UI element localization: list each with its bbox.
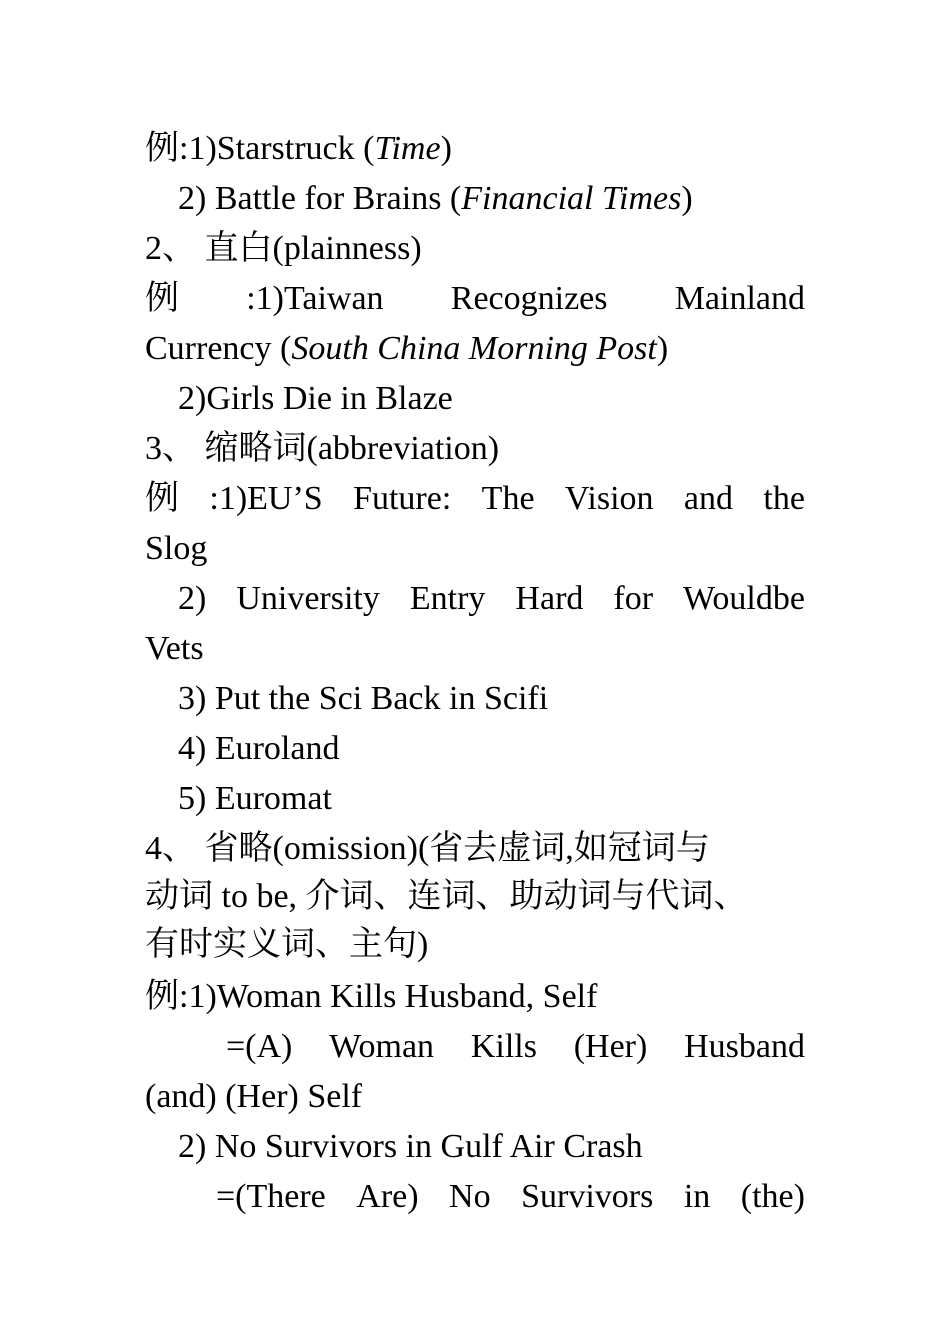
word: for: [613, 580, 654, 617]
text-segment: ): [656, 330, 669, 367]
section-heading: 4、 省略(omission)(省去虚词,如冠词与: [145, 830, 710, 867]
example-line: 5) Euromat: [178, 780, 332, 817]
section-description: 有时实义词、主句): [145, 926, 429, 963]
example-line: 2) No Survivors in Gulf Air Crash: [178, 1128, 643, 1165]
word: the: [763, 480, 805, 517]
word: =(There: [216, 1178, 326, 1215]
word: Woman: [329, 1028, 435, 1065]
text-segment: ): [440, 130, 452, 167]
word: :1)Taiwan: [246, 280, 384, 317]
example-line: [145, 274, 805, 324]
example-line: 3) Put the Sci Back in Scifi: [178, 680, 549, 717]
word: 例: [145, 280, 179, 317]
word: =(A): [226, 1028, 293, 1065]
text-segment: ): [681, 180, 693, 217]
publication-name: Time: [374, 130, 441, 167]
word: Mainland: [674, 280, 805, 317]
example-line: [216, 1172, 805, 1222]
word: Are): [356, 1178, 419, 1215]
example-line: [178, 574, 805, 624]
word: Husband: [684, 1028, 805, 1065]
word: Entry: [409, 580, 486, 617]
word: Recognizes: [450, 280, 608, 317]
example-line: (and) (Her) Self: [145, 1078, 363, 1115]
word: University: [236, 580, 380, 617]
word: Wouldbe: [683, 580, 805, 617]
word: Vision: [564, 480, 654, 517]
text-segment: 2) Battle for Brains (: [178, 180, 462, 217]
section-heading: 3、 缩略词(abbreviation): [145, 430, 500, 467]
example-line: Vets: [145, 630, 204, 667]
text-segment: 例:1)Starstruck (: [145, 130, 375, 167]
word: Hard: [515, 580, 584, 617]
word: The: [481, 480, 535, 517]
word: (the): [740, 1178, 805, 1215]
word: Survivors: [521, 1178, 654, 1215]
publication-name: South China Morning Post: [291, 330, 657, 367]
word: and: [683, 480, 734, 517]
example-line: [226, 1022, 805, 1072]
section-heading: 2、 直白(plainness): [145, 230, 422, 267]
word: 2): [178, 580, 207, 617]
word: No: [449, 1178, 491, 1215]
example-line: [145, 324, 805, 374]
word: 例: [145, 480, 179, 517]
word: :1)EU’S: [209, 480, 323, 517]
example-line: 2)Girls Die in Blaze: [178, 380, 453, 417]
publication-name: Financial Times: [461, 180, 682, 217]
example-line: [145, 474, 805, 524]
example-line: 4) Euroland: [178, 730, 340, 767]
text-segment: Currency (: [145, 330, 292, 367]
example-line: [145, 124, 805, 174]
example-line: 例:1)Woman Kills Husband, Self: [145, 978, 598, 1015]
word: (Her): [573, 1028, 648, 1065]
example-line: Slog: [145, 530, 208, 567]
word: in: [683, 1178, 711, 1215]
section-description: 动词 to be, 介词、连词、助动词与代词、: [145, 878, 748, 915]
word: Kills: [470, 1028, 537, 1065]
example-line: [178, 174, 805, 224]
word: Future:: [353, 480, 452, 517]
